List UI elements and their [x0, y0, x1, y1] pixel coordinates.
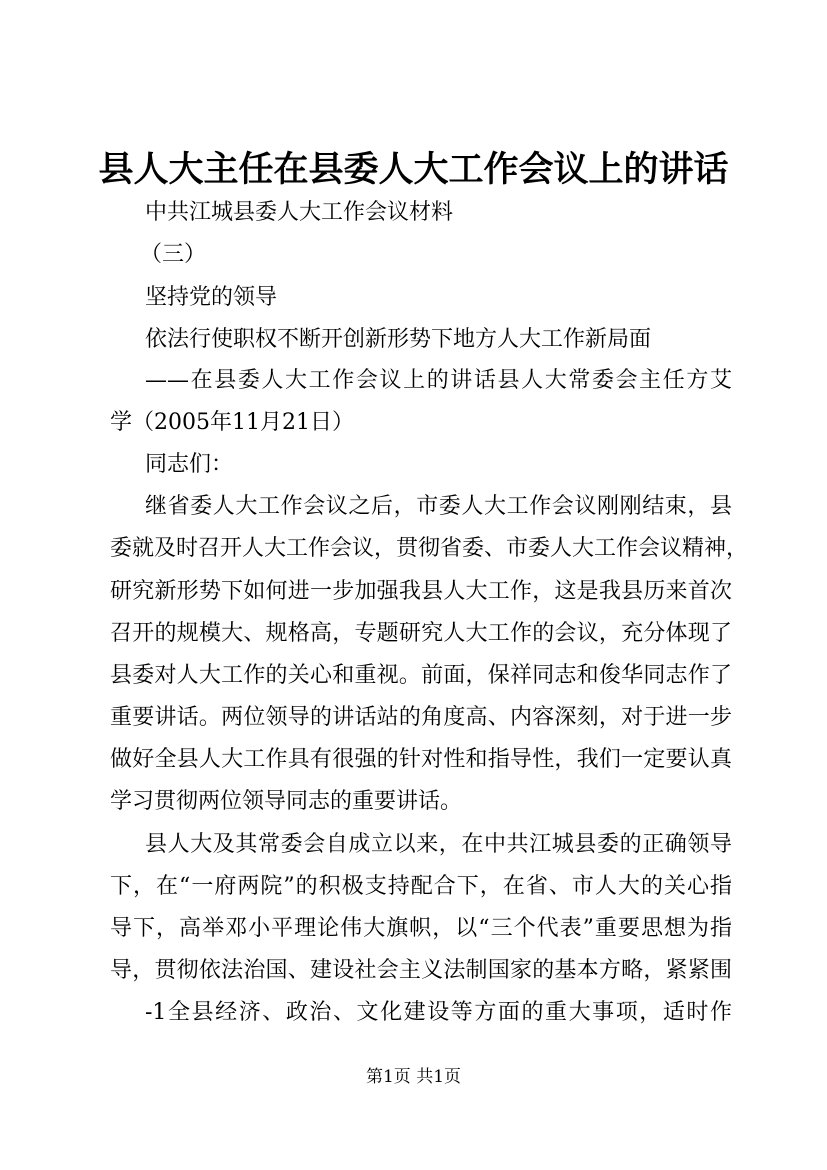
- salutation: 同志们：: [145, 452, 234, 477]
- byline-line: 学（2005年11月21日）: [110, 410, 354, 435]
- paragraph-line: 导，贯彻依法治国、建设社会主义法制国家的基本方略，紧紧围: [110, 958, 732, 983]
- subtitle: 中共江城县委人大工作会议材料: [145, 200, 454, 225]
- paragraph-line: 县委对人大工作的关心和重视。前面，保祥同志和俊华同志作了: [110, 663, 732, 688]
- section-number: （三）: [140, 242, 207, 267]
- paragraph-line: 委就及时召开人大工作会议，贯彻省委、市委人大工作会议精神，: [110, 536, 749, 561]
- paragraph-line: 召开的规模大、规格高，专题研究人大工作的会议，充分体现了: [110, 621, 732, 646]
- paragraph-line: 继省委人大工作会议之后，市委人大工作会议刚刚结束，县: [145, 494, 732, 519]
- page-indicator: 第1页 共1页: [365, 1067, 462, 1087]
- heading-2: 依法行使职权不断开创新形势下地方人大工作新局面: [145, 327, 652, 352]
- paragraph-line: 学习贯彻两位领导同志的重要讲话。: [110, 789, 463, 814]
- paragraph-line: 重要讲话。两位领导的讲话站的角度高、内容深刻，对于进一步: [110, 705, 732, 730]
- byline-line: ——在县委人大工作会议上的讲话县人大常委会主任方艾: [145, 368, 732, 393]
- paragraph-line: 研究新形势下如何进一步加强我县人大工作，这是我县历来首次: [110, 579, 732, 604]
- document-title: 县人大主任在县委人大工作会议上的讲话: [98, 149, 729, 190]
- paragraph-line: -1全县经济、政治、文化建设等方面的重大事项，适时作: [145, 1000, 732, 1025]
- paragraph-line: 导下，高举邓小平理论伟大旗帜，以“三个代表”重要思想为指: [110, 916, 732, 941]
- heading-1: 坚持党的领导: [145, 285, 278, 310]
- paragraph-line: 县人大及其常委会自成立以来，在中共江城县委的正确领导: [145, 832, 732, 857]
- paragraph-line: 下，在“一府两院”的积极支持配合下，在省、市人大的关心指: [110, 874, 732, 899]
- paragraph-line: 做好全县人大工作具有很强的针对性和指导性，我们一定要认真: [110, 747, 732, 772]
